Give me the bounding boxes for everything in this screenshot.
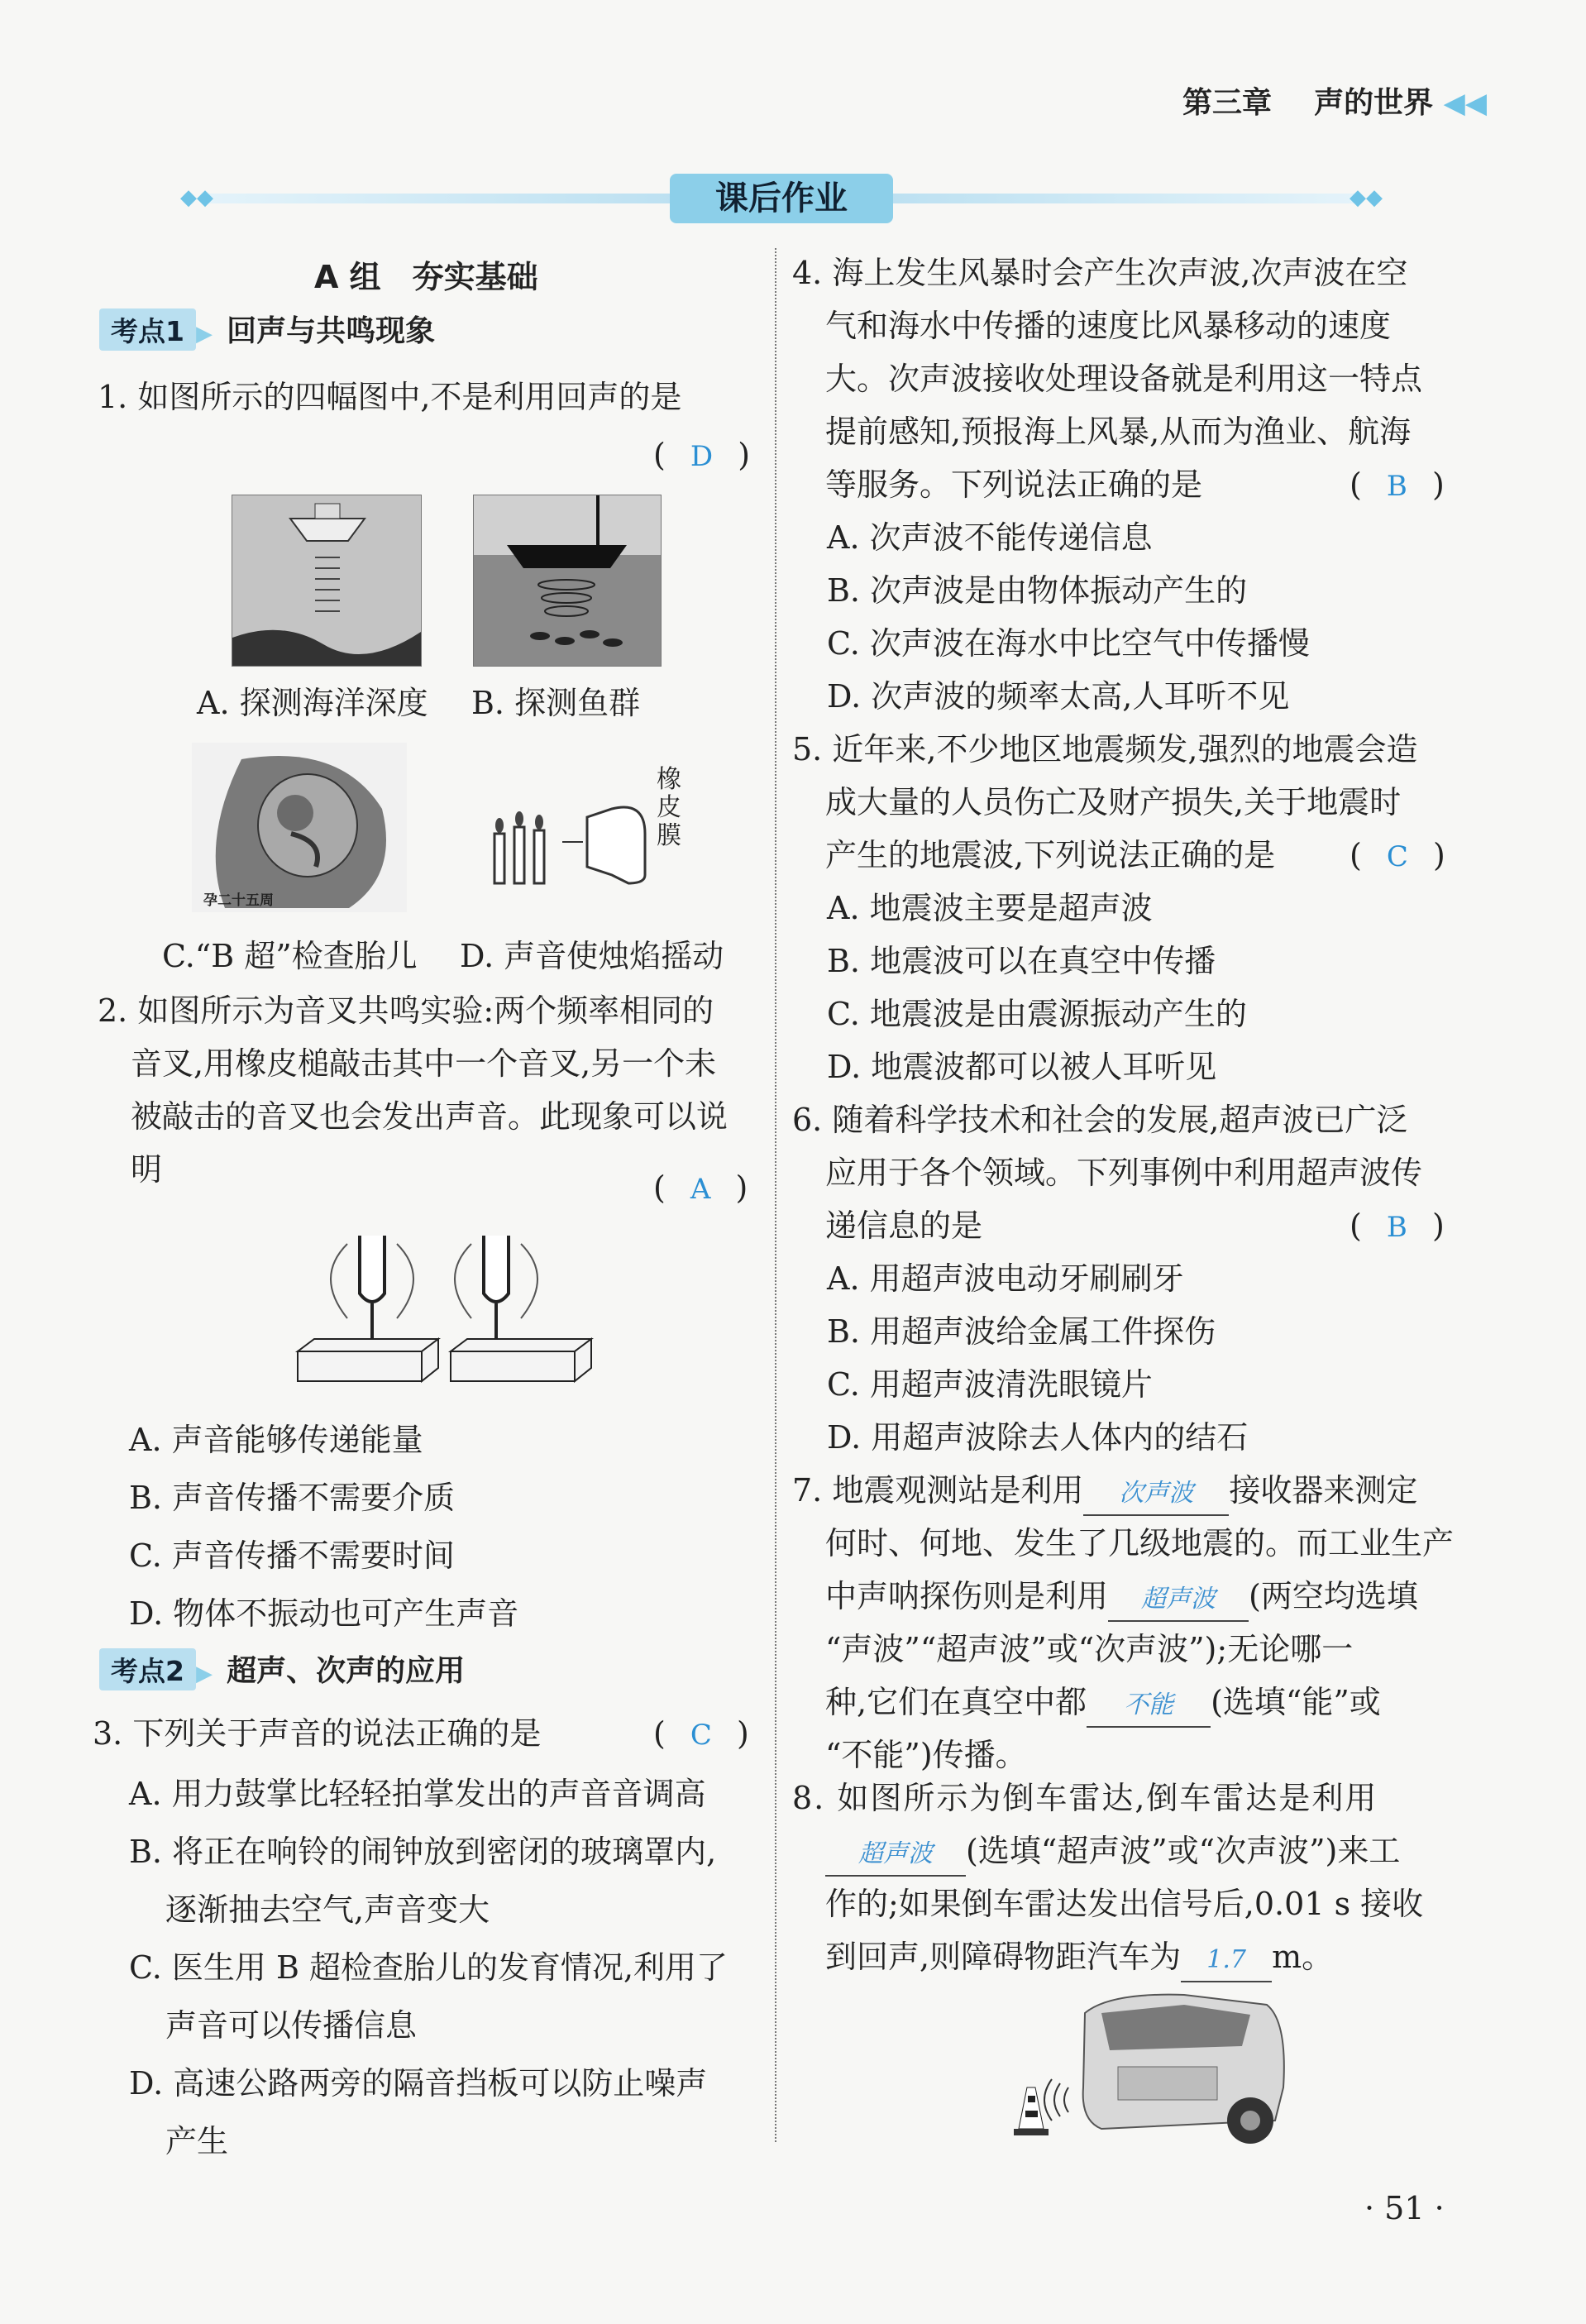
- q6-stem-line1: 6. 随着科学技术和社会的发展,超声波已广泛: [792, 1102, 1408, 1138]
- q2-stem-line4: 明: [131, 1151, 163, 1188]
- q5-answer: C: [1386, 840, 1408, 873]
- q1-caption-a: A. 探测海洋深度: [197, 685, 428, 721]
- q7: [792, 1464, 1470, 1781]
- diamond-left-icon: ◆◆: [180, 185, 213, 210]
- topic-tag: 考点2: [99, 1648, 196, 1690]
- q4-option-b: B. 次声波是由物体振动产生的: [827, 572, 1248, 609]
- q7-blank-2: 超声波: [1108, 1579, 1249, 1622]
- q2-answer: A: [690, 1173, 711, 1206]
- q4-answer: B: [1386, 470, 1407, 503]
- q4-stem-line2: 气和海水中传播的速度比风暴移动的速度: [825, 308, 1392, 344]
- group-title: A 组 夯实基础: [314, 259, 538, 295]
- q7-line6: “不能”)传播。: [825, 1737, 1027, 1773]
- q8-line3: 作的;如果倒车雷达发出信号后,0.01 s 接收: [825, 1886, 1424, 1922]
- play-icon: ▶: [195, 1662, 213, 1686]
- q6-option-a: A. 用超声波电动牙刷刷牙: [827, 1260, 1184, 1297]
- q1-answer: D: [690, 440, 714, 473]
- chapter-header: [1182, 79, 1487, 122]
- q4-options: [827, 511, 1310, 723]
- play-icon: ▶: [195, 322, 213, 347]
- column-divider: [775, 248, 776, 2142]
- candle-bottle-image: [488, 765, 686, 892]
- q4-stem: [792, 246, 1422, 511]
- q3-option-d: D. 高速公路两旁的隔音挡板可以防止噪声: [129, 2065, 708, 2102]
- q1-caption-b: B. 探测鱼群: [471, 685, 641, 721]
- q5-stem: [792, 723, 1418, 882]
- q2-stem-line3: 被敲击的音叉也会发出声音。此现象可以说: [131, 1098, 729, 1135]
- q2-option-d: D. 物体不振动也可产生声音: [129, 1595, 519, 1632]
- page-number: · 51 ·: [1364, 2190, 1445, 2226]
- q3-option-b-cont: 逐渐抽去空气,声音变大: [165, 1891, 490, 1928]
- q7-text-1b: 接收器来测定: [1229, 1472, 1418, 1509]
- q2-stem: [98, 984, 728, 1196]
- topic-tag: 考点1: [99, 308, 196, 351]
- q5-stem-line1: 5. 近年来,不少地区地震频发,强烈的地震会造: [792, 731, 1418, 767]
- q5-options: [827, 882, 1247, 1093]
- q2-stem-line1: 2. 如图所示为音叉共鸣实验:两个频率相同的: [98, 992, 714, 1029]
- q7-line5: [825, 1676, 1470, 1729]
- q5-option-c: C. 地震波是由震源振动产生的: [827, 996, 1247, 1032]
- q4-answer-bracket: ( B ): [1350, 466, 1445, 503]
- ship-sonar-image: [232, 495, 422, 667]
- diamond-right-icon: ◆◆: [1350, 185, 1383, 210]
- q6-option-b: B. 用超声波给金属工件探伤: [827, 1313, 1216, 1350]
- q3-answer-bracket: ( C ): [653, 1715, 749, 1752]
- q7-text-5b: (选填“能”或: [1211, 1684, 1381, 1720]
- q8-blank-2: 1.7: [1181, 1939, 1272, 1982]
- q8-text-4b: m。: [1272, 1939, 1334, 1975]
- q6-option-c: C. 用超声波清洗眼镜片: [827, 1366, 1153, 1403]
- topic-1: [99, 308, 435, 351]
- topic-2: [99, 1647, 465, 1690]
- topic-title: 回声与共鸣现象: [227, 314, 436, 348]
- q7-line2: 何时、何地、发生了几级地震的。而工业生产: [825, 1525, 1455, 1561]
- chapter-number: 第三章: [1182, 86, 1273, 120]
- section-banner: [174, 174, 1389, 223]
- q2-answer-bracket: ( A ): [653, 1169, 748, 1206]
- q6-stem-line2: 应用于各个领域。下列事例中利用超声波传: [825, 1155, 1423, 1191]
- q6-options: [827, 1252, 1248, 1464]
- fetus-label: 孕二十五周: [203, 892, 274, 909]
- membrane-char-1: 橡: [657, 765, 681, 794]
- q4-option-a: A. 次声波不能传递信息: [827, 519, 1153, 556]
- q4-stem-line4: 提前感知,预报海上风暴,从而为渔业、航海: [825, 414, 1412, 450]
- q7-text-1a: 7. 地震观测站是利用: [792, 1472, 1084, 1509]
- double-arrow-icon: ◀◀: [1443, 87, 1487, 120]
- q5-stem-line2: 成大量的人员伤亡及财产损失,关于地震时: [825, 784, 1402, 820]
- q8-text-4a: 到回声,则障碍物距汽车为: [825, 1939, 1182, 1975]
- q4-stem-line3: 大。次声波接收处理设备就是利用这一特点: [825, 361, 1423, 397]
- q2-options: [129, 1411, 518, 1643]
- q3-option-b: B. 将正在响铃的闹钟放到密闭的玻璃罩内,: [129, 1834, 717, 1870]
- q4-stem-line5: 等服务。下列说法正确的是: [825, 466, 1203, 503]
- q6-answer: B: [1386, 1211, 1407, 1244]
- section-title: 课后作业: [670, 174, 893, 223]
- q3-option-c: C. 医生用 B 超检查胎儿的发育情况,利用了: [129, 1949, 729, 1986]
- q7-line1: [792, 1464, 1470, 1517]
- q7-line4: “声波”“超声波”或“次声波”);无论哪一: [825, 1631, 1354, 1667]
- q3-option-a: A. 用力鼓掌比轻轻拍掌发出的声音音调高: [129, 1776, 706, 1812]
- reversing-radar-image: [1002, 1988, 1300, 2150]
- q1-caption-c: C.“B 超”检查胎儿: [162, 938, 418, 974]
- tuning-fork-image: [289, 1227, 604, 1384]
- q1-answer-bracket: ( D ): [653, 437, 751, 473]
- membrane-char-3: 膜: [657, 821, 681, 850]
- q3-options: [129, 1765, 728, 2170]
- q2-option-b: B. 声音传播不需要介质: [129, 1480, 456, 1516]
- q5-stem-line3: 产生的地震波,下列说法正确的是: [825, 837, 1276, 873]
- topic-title: 超声、次声的应用: [227, 1654, 466, 1688]
- q5-option-a: A. 地震波主要是超声波: [827, 890, 1153, 926]
- q8-text-2b: (选填“超声波”或“次声波”)来工: [966, 1833, 1401, 1869]
- q8-blank-1: 超声波: [825, 1834, 966, 1877]
- q4-option-d: D. 次声波的频率太高,人耳听不见: [827, 678, 1290, 715]
- q3-option-c-cont: 声音可以传播信息: [165, 2007, 418, 2044]
- q1-stem: 1. 如图所示的四幅图中,不是利用回声的是: [98, 379, 682, 415]
- q2-stem-line2: 音叉,用橡皮槌敲击其中一个音叉,另一个未: [131, 1045, 717, 1082]
- q7-blank-1: 次声波: [1083, 1473, 1229, 1516]
- q7-blank-3: 不能: [1087, 1685, 1211, 1728]
- q6-stem-line3: 递信息的是: [825, 1207, 983, 1244]
- q3-option-d-cont: 产生: [165, 2123, 229, 2159]
- q8-line1: 8. 如图所示为倒车雷达,倒车雷达是利用: [792, 1780, 1378, 1816]
- q3-answer: C: [690, 1719, 712, 1752]
- fish-finder-image: [473, 495, 662, 667]
- q7-text-3a: 中声呐探伤则是利用: [825, 1578, 1109, 1614]
- q7-line3: [825, 1570, 1470, 1623]
- ultrasound-fetus-image: [192, 743, 407, 912]
- membrane-char-2: 皮: [657, 793, 681, 822]
- q5-option-d: D. 地震波都可以被人耳听见: [827, 1049, 1217, 1085]
- q8-line4: [825, 1930, 1470, 1983]
- q6-answer-bracket: ( B ): [1350, 1207, 1445, 1244]
- q3-stem: 3. 下列关于声音的说法正确的是: [93, 1715, 542, 1752]
- membrane-label: [657, 766, 681, 850]
- q5-answer-bracket: ( C ): [1350, 837, 1445, 873]
- q6-option-d: D. 用超声波除去人体内的结石: [827, 1419, 1249, 1456]
- q1-caption-d: D. 声音使烛焰摇动: [460, 938, 724, 974]
- q2-option-c: C. 声音传播不需要时间: [129, 1537, 455, 1574]
- q8-line2: [825, 1824, 1470, 1877]
- q4-stem-line1: 4. 海上发生风暴时会产生次声波,次声波在空: [792, 255, 1408, 291]
- q7-text-3b: (两空均选填: [1249, 1578, 1418, 1614]
- q4-option-c: C. 次声波在海水中比空气中传播慢: [827, 625, 1310, 662]
- chapter-title: 声的世界: [1314, 86, 1434, 120]
- q5-option-b: B. 地震波可以在真空中传播: [827, 943, 1216, 979]
- q7-text-5a: 种,它们在真空中都: [825, 1684, 1087, 1720]
- q2-option-a: A. 声音能够传递能量: [129, 1422, 423, 1458]
- q8: [792, 1772, 1470, 1983]
- q6-stem: [792, 1093, 1422, 1252]
